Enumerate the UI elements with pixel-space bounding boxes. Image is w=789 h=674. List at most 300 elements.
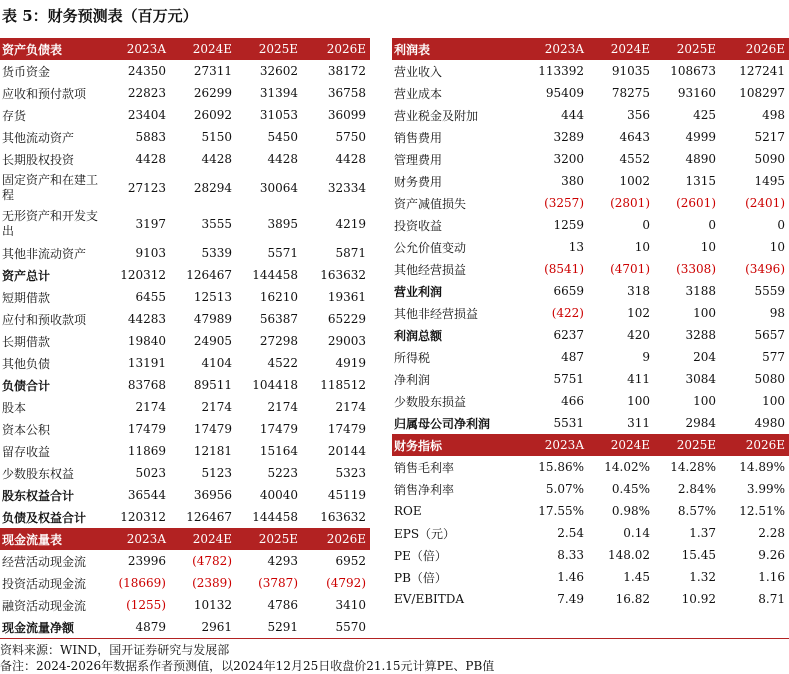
cell-value: 31394 xyxy=(259,86,298,100)
cell-value: 5291 xyxy=(267,620,298,634)
cell-value: 17479 xyxy=(327,422,366,436)
cell-value: 5450 xyxy=(267,130,298,144)
cell-value: 17.55% xyxy=(538,504,584,518)
remark-note: 备注：2024-2026年数据系作者预测值，以2024年12月25日收盘价21.15元计算PE、PB值 xyxy=(0,659,495,673)
table-row xyxy=(392,126,789,148)
table-row xyxy=(392,258,789,280)
cell-value: 5570 xyxy=(335,620,366,634)
cell-value: (3787) xyxy=(258,576,298,590)
cell-value: 27311 xyxy=(193,64,232,78)
cell-value: 23996 xyxy=(127,554,166,568)
table-row xyxy=(392,346,789,368)
cell-value: 5571 xyxy=(267,246,298,260)
cell-value: 26299 xyxy=(193,86,232,100)
source-note: 资料来源：WIND，国开证券研究与发展部 xyxy=(0,638,789,658)
balance-header-row xyxy=(0,38,370,60)
table-row xyxy=(0,170,370,206)
cell-value: 5871 xyxy=(335,246,366,260)
cell-value: 120312 xyxy=(120,510,166,524)
financial-ratios-table xyxy=(392,434,789,610)
cell-value: 4522 xyxy=(267,356,298,370)
row-label: 固定资产和在建工程 xyxy=(2,173,99,202)
cell-value: 5090 xyxy=(754,152,785,166)
cell-value: (422) xyxy=(551,306,584,320)
income-header-year: 2024E xyxy=(588,38,654,60)
cell-value: 3410 xyxy=(335,598,366,612)
cell-value: 5.07% xyxy=(545,482,584,496)
table-row xyxy=(392,60,789,82)
cell-value: 10132 xyxy=(193,598,232,612)
row-label: 经营活动现金流 xyxy=(2,554,87,569)
cell-value: 3895 xyxy=(267,217,298,231)
cell-value: 356 xyxy=(627,108,650,122)
table-row xyxy=(392,148,789,170)
cell-value: (1255) xyxy=(126,598,166,612)
cell-value: 113392 xyxy=(538,64,584,78)
cell-value: 118512 xyxy=(320,378,366,392)
income-header-label: 利润表 xyxy=(392,38,520,60)
table-row xyxy=(0,550,370,572)
cell-value: 2174 xyxy=(335,400,366,414)
cell-value: 1495 xyxy=(754,174,785,188)
table-row xyxy=(392,170,789,192)
cell-value: (2801) xyxy=(610,196,650,210)
cell-value: 1.32 xyxy=(689,570,716,584)
row-label: 其他非经营损益 xyxy=(394,306,479,321)
row-label: 货币资金 xyxy=(2,64,51,79)
table-row xyxy=(0,594,370,616)
cell-value: 19361 xyxy=(327,290,366,304)
cell-value: 0 xyxy=(708,218,716,232)
cell-value: 2.54 xyxy=(557,526,584,540)
cell-value: 12513 xyxy=(193,290,232,304)
cashflow-header-row xyxy=(0,528,370,550)
cell-value: 78275 xyxy=(611,86,650,100)
left-panel xyxy=(0,38,370,638)
cell-value: 32334 xyxy=(327,181,366,195)
cell-value: 4879 xyxy=(135,620,166,634)
cell-value: 15.45 xyxy=(681,548,716,562)
cell-value: 144458 xyxy=(252,510,298,524)
cell-value: 2174 xyxy=(267,400,298,414)
cell-value: 30064 xyxy=(259,181,298,195)
table-row xyxy=(392,368,789,390)
cell-value: 29003 xyxy=(327,334,366,348)
cell-value: 17479 xyxy=(193,422,232,436)
cell-value: 56387 xyxy=(259,312,298,326)
table-row xyxy=(0,104,370,126)
cell-value: 4219 xyxy=(335,217,366,231)
row-label: 负债及权益合计 xyxy=(2,510,87,525)
table-row xyxy=(0,506,370,528)
income-header-year: 2025E xyxy=(654,38,720,60)
table-row xyxy=(0,572,370,594)
cell-value: 5751 xyxy=(553,372,584,386)
cell-value: 1.37 xyxy=(689,526,716,540)
cell-value: 126467 xyxy=(186,268,232,282)
cell-value: 4293 xyxy=(267,554,298,568)
cell-value: 108673 xyxy=(670,64,716,78)
balance-header-year: 2024E xyxy=(170,38,236,60)
cell-value: 36758 xyxy=(327,86,366,100)
cell-value: 5323 xyxy=(335,466,366,480)
cell-value: 36099 xyxy=(327,108,366,122)
income-header-row xyxy=(392,38,789,60)
cell-value: 91035 xyxy=(611,64,650,78)
row-label: 股本 xyxy=(2,400,27,415)
row-label: 公允价值变动 xyxy=(394,240,467,255)
cell-value: 9.26 xyxy=(758,548,785,562)
table-row xyxy=(392,192,789,214)
table-row xyxy=(0,616,370,638)
cell-value: 6952 xyxy=(335,554,366,568)
cell-value: 40040 xyxy=(259,488,298,502)
table-row xyxy=(392,544,789,566)
table-row xyxy=(392,566,789,588)
table-row xyxy=(0,126,370,148)
row-label: EPS（元） xyxy=(394,526,456,541)
cell-value: (4701) xyxy=(610,262,650,276)
row-label: 归属母公司净利润 xyxy=(394,416,491,431)
cell-value: 3200 xyxy=(553,152,584,166)
cell-value: 4428 xyxy=(201,152,232,166)
row-label: 融资活动现金流 xyxy=(2,598,87,613)
cell-value: 3197 xyxy=(135,217,166,231)
cell-value: 20144 xyxy=(327,444,366,458)
cell-value: 411 xyxy=(627,372,650,386)
balance-sheet-table xyxy=(0,38,370,528)
cell-value: 163632 xyxy=(320,268,366,282)
table-row xyxy=(0,330,370,352)
row-label: 投资收益 xyxy=(394,218,443,233)
cell-value: 12.51% xyxy=(739,504,785,518)
cell-value: 22823 xyxy=(127,86,166,100)
table-row xyxy=(0,148,370,170)
cell-value: 14.89% xyxy=(739,460,785,474)
cell-value: 2984 xyxy=(685,416,716,430)
cell-value: 0.45% xyxy=(611,482,650,496)
cell-value: 7.49 xyxy=(557,592,584,606)
row-label: 资本公积 xyxy=(2,422,51,437)
cell-value: 17479 xyxy=(127,422,166,436)
cell-value: 15.86% xyxy=(538,460,584,474)
cell-value: 4104 xyxy=(201,356,232,370)
cell-value: 144458 xyxy=(252,268,298,282)
table-row xyxy=(392,104,789,126)
cell-value: 27298 xyxy=(259,334,298,348)
cell-value: 45119 xyxy=(327,488,366,502)
table-row xyxy=(392,478,789,500)
cell-value: 420 xyxy=(627,328,650,342)
row-label: 所得税 xyxy=(394,350,431,365)
table-row xyxy=(0,60,370,82)
cell-value: 5531 xyxy=(553,416,584,430)
row-label: 短期借款 xyxy=(2,290,51,305)
table-row xyxy=(0,242,370,264)
cell-value: 47989 xyxy=(193,312,232,326)
row-label: EV/EBITDA xyxy=(394,592,465,606)
cell-value: 5150 xyxy=(201,130,232,144)
cell-value: 19840 xyxy=(127,334,166,348)
row-label: 营业收入 xyxy=(394,64,443,79)
row-label: 投资活动现金流 xyxy=(2,576,87,591)
cell-value: (2601) xyxy=(676,196,716,210)
cell-value: 5080 xyxy=(754,372,785,386)
table-row xyxy=(0,286,370,308)
cell-value: 5023 xyxy=(135,466,166,480)
row-label: 其他非流动资产 xyxy=(2,246,87,261)
cell-value: 100 xyxy=(627,394,650,408)
table-row xyxy=(0,82,370,104)
ratios-header-label: 财务指标 xyxy=(392,434,520,456)
cell-value: 23404 xyxy=(127,108,166,122)
cell-value: 1259 xyxy=(553,218,584,232)
table-row xyxy=(0,352,370,374)
cashflow-header-year: 2025E xyxy=(236,528,302,550)
cell-value: 425 xyxy=(693,108,716,122)
cell-value: 5123 xyxy=(201,466,232,480)
cell-value: 4786 xyxy=(267,598,298,612)
cell-value: (2401) xyxy=(745,196,785,210)
row-label: 其他流动资产 xyxy=(2,130,75,145)
cell-value: 10 xyxy=(769,240,785,254)
cell-value: 100 xyxy=(693,394,716,408)
row-label: 销售毛利率 xyxy=(394,460,455,475)
row-label: 管理费用 xyxy=(394,152,443,167)
table-row xyxy=(392,324,789,346)
cell-value: 3288 xyxy=(685,328,716,342)
cell-value: 204 xyxy=(693,350,716,364)
cell-value: 0.14 xyxy=(623,526,650,540)
cell-value: 4643 xyxy=(619,130,650,144)
cell-value: 100 xyxy=(762,394,785,408)
row-label: 长期股权投资 xyxy=(2,152,75,167)
cell-value: 13 xyxy=(568,240,584,254)
row-label: 销售净利率 xyxy=(394,482,455,497)
cell-value: 4428 xyxy=(335,152,366,166)
ratios-header-year: 2025E xyxy=(654,434,720,456)
cell-value: 3555 xyxy=(201,217,232,231)
cell-value: 5750 xyxy=(335,130,366,144)
income-statement-table xyxy=(392,38,789,434)
cell-value: 3.99% xyxy=(746,482,785,496)
row-label: PB（倍） xyxy=(394,570,447,585)
cell-value: 5657 xyxy=(754,328,785,342)
row-label: 营业成本 xyxy=(394,86,443,101)
cell-value: 3084 xyxy=(685,372,716,386)
cell-value: 0 xyxy=(777,218,785,232)
table-row xyxy=(392,588,789,610)
cell-value: 14.28% xyxy=(670,460,716,474)
table-row xyxy=(392,390,789,412)
cell-value: 4428 xyxy=(135,152,166,166)
row-label: 少数股东权益 xyxy=(2,466,75,481)
cell-value: 4552 xyxy=(619,152,650,166)
cell-value: 83768 xyxy=(127,378,166,392)
cell-value: 0 xyxy=(642,218,650,232)
cell-value: 10 xyxy=(700,240,716,254)
row-label: 长期借款 xyxy=(2,334,51,349)
cell-value: 104418 xyxy=(252,378,298,392)
table-row xyxy=(0,396,370,418)
cell-value: 65229 xyxy=(327,312,366,326)
cell-value: 100 xyxy=(693,306,716,320)
table-row xyxy=(0,484,370,506)
table-row xyxy=(392,82,789,104)
row-label: ROE xyxy=(394,504,422,518)
cell-value: 9 xyxy=(642,350,650,364)
table-row xyxy=(0,206,370,242)
cell-value: 3289 xyxy=(553,130,584,144)
ratios-header-row xyxy=(392,434,789,456)
cell-value: 12181 xyxy=(193,444,232,458)
cell-value: 24350 xyxy=(127,64,166,78)
cell-value: 11869 xyxy=(127,444,166,458)
cell-value: 44283 xyxy=(127,312,166,326)
table-row xyxy=(392,456,789,478)
cell-value: 444 xyxy=(561,108,584,122)
table-row xyxy=(392,214,789,236)
cell-value: 318 xyxy=(627,284,650,298)
cell-value: 2174 xyxy=(135,400,166,414)
cell-value: 26092 xyxy=(193,108,232,122)
cell-value: 3188 xyxy=(685,284,716,298)
cell-value: 4890 xyxy=(685,152,716,166)
cell-value: 95409 xyxy=(545,86,584,100)
row-label: 营业利润 xyxy=(394,284,443,299)
table-row xyxy=(0,440,370,462)
row-label: 负债合计 xyxy=(2,378,51,393)
cell-value: 311 xyxy=(627,416,650,430)
cell-value: 6455 xyxy=(135,290,166,304)
row-label: 资产减值损失 xyxy=(394,196,467,211)
cell-value: 126467 xyxy=(186,510,232,524)
balance-header-year: 2025E xyxy=(236,38,302,60)
table-row xyxy=(392,280,789,302)
table-row xyxy=(392,522,789,544)
cell-value: 24905 xyxy=(193,334,232,348)
row-label: 无形资产和开发支出 xyxy=(2,209,99,238)
cell-value: 5559 xyxy=(754,284,785,298)
cell-value: 6237 xyxy=(553,328,584,342)
balance-header-year: 2026E xyxy=(302,38,370,60)
ratios-header-year: 2026E xyxy=(720,434,789,456)
cell-value: 14.02% xyxy=(604,460,650,474)
cell-value: 8.33 xyxy=(557,548,584,562)
row-label: 净利润 xyxy=(394,372,431,387)
cell-value: (18669) xyxy=(118,576,166,590)
cell-value: 1.46 xyxy=(557,570,584,584)
cell-value: 163632 xyxy=(320,510,366,524)
row-label: 存货 xyxy=(2,108,27,123)
cell-value: 5217 xyxy=(754,130,785,144)
cashflow-header-year: 2023A xyxy=(104,528,170,550)
cell-value: 108297 xyxy=(739,86,785,100)
cell-value: 5223 xyxy=(267,466,298,480)
row-label: 应收和预付款项 xyxy=(2,86,87,101)
row-label: 留存收益 xyxy=(2,444,51,459)
cell-value: 31053 xyxy=(259,108,298,122)
cell-value: 487 xyxy=(561,350,584,364)
cell-value: 17479 xyxy=(259,422,298,436)
cell-value: 380 xyxy=(561,174,584,188)
cell-value: 16.82 xyxy=(615,592,650,606)
cell-value: 4999 xyxy=(685,130,716,144)
balance-header-year: 2023A xyxy=(104,38,170,60)
cell-value: 577 xyxy=(762,350,785,364)
ratios-header-year: 2023A xyxy=(520,434,588,456)
cell-value: 4919 xyxy=(335,356,366,370)
table-row xyxy=(392,500,789,522)
table-row xyxy=(0,264,370,286)
cell-value: (8541) xyxy=(544,262,584,276)
table-row xyxy=(0,418,370,440)
cell-value: 1002 xyxy=(619,174,650,188)
cashflow-table xyxy=(0,528,370,638)
cell-value: 6659 xyxy=(553,284,584,298)
cell-value: 0.98% xyxy=(611,504,650,518)
table-row xyxy=(392,302,789,324)
cell-value: 148.02 xyxy=(608,548,650,562)
cell-value: 4428 xyxy=(267,152,298,166)
cell-value: 9103 xyxy=(135,246,166,260)
cell-value: 1.16 xyxy=(758,570,785,584)
row-label: 财务费用 xyxy=(394,174,443,189)
row-label: 销售费用 xyxy=(394,130,443,145)
cell-value: 498 xyxy=(762,108,785,122)
cell-value: 89511 xyxy=(193,378,232,392)
cell-value: (3308) xyxy=(676,262,716,276)
table-title: 表 5：财务预测表（百万元） xyxy=(2,7,198,25)
cashflow-header-year: 2026E xyxy=(302,528,370,550)
cell-value: 8.57% xyxy=(677,504,716,518)
cell-value: (2389) xyxy=(192,576,232,590)
cell-value: (3496) xyxy=(745,262,785,276)
row-label: 现金流量净额 xyxy=(2,620,75,635)
balance-header-label: 资产负债表 xyxy=(0,38,104,60)
cell-value: 13191 xyxy=(127,356,166,370)
cell-value: 127241 xyxy=(739,64,785,78)
row-label: 应付和预收款项 xyxy=(2,312,87,327)
cell-value: 93160 xyxy=(677,86,716,100)
cell-value: 120312 xyxy=(120,268,166,282)
table-row xyxy=(0,374,370,396)
row-label: 少数股东损益 xyxy=(394,394,467,409)
cell-value: 466 xyxy=(561,394,584,408)
cell-value: 32602 xyxy=(259,64,298,78)
table-row xyxy=(0,308,370,330)
cell-value: 2961 xyxy=(201,620,232,634)
cell-value: 27123 xyxy=(127,181,166,195)
cell-value: 10 xyxy=(634,240,650,254)
cell-value: 38172 xyxy=(327,64,366,78)
cell-value: 16210 xyxy=(259,290,298,304)
cashflow-header-year: 2024E xyxy=(170,528,236,550)
cell-value: 4980 xyxy=(754,416,785,430)
table-row xyxy=(392,412,789,434)
cell-value: (4782) xyxy=(192,554,232,568)
cell-value: 5883 xyxy=(135,130,166,144)
row-label: 股东权益合计 xyxy=(2,488,75,503)
table-row xyxy=(392,236,789,258)
row-label: 其他负债 xyxy=(2,356,51,371)
row-label: 资产总计 xyxy=(2,268,51,283)
cell-value: 10.92 xyxy=(681,592,716,606)
cell-value: 1.45 xyxy=(623,570,650,584)
cell-value: 2.28 xyxy=(758,526,785,540)
cell-value: 102 xyxy=(627,306,650,320)
cell-value: 28294 xyxy=(193,181,232,195)
